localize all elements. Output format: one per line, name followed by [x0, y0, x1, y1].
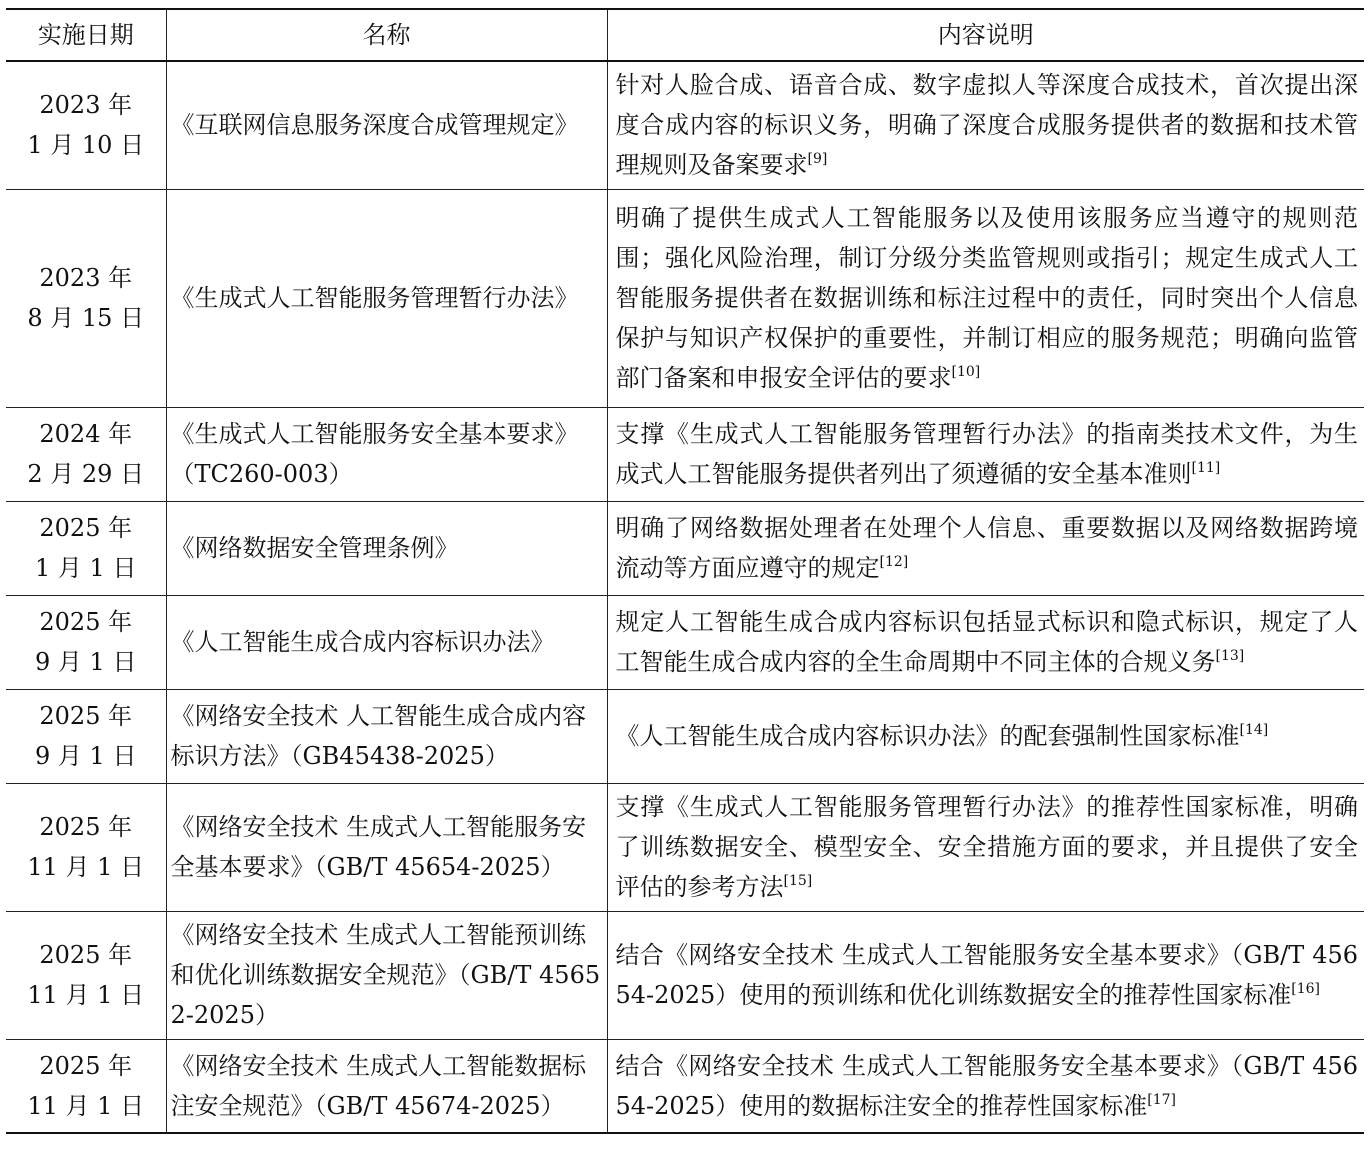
date-cell	[6, 689, 166, 783]
name-cell: 《人工智能生成合成内容标识办法》	[166, 595, 607, 689]
name-cell: 《网络数据安全管理条例》	[166, 501, 607, 595]
description-text: 明确了提供生成式人工智能服务以及使用该服务应当遵守的规则范围；强化风险治理，制订分级分类监管规则或指引；规定生成式人工智能服务提供者在数据训练和标注过程中的责任，同时突出个人信息保护与知识产权保护的重要性，并制订相应的服务规范；明确向监管部门备案和申报安全评估的要求	[615, 204, 1358, 392]
name-cell: 《互联网信息服务深度合成管理规定》	[166, 61, 607, 189]
table-row	[6, 1039, 1364, 1133]
reference-mark: [9]	[807, 151, 828, 168]
reference-mark: [11]	[1191, 460, 1221, 476]
description-cell	[607, 911, 1364, 1039]
date-year: 2025 年	[39, 1051, 133, 1080]
description-cell	[607, 783, 1364, 911]
description-text: 支撑《生成式人工智能服务管理暂行办法》的指南类技术文件，为生成式人工智能服务提供者列出了须遵循的安全基本准则	[615, 420, 1358, 488]
date-year: 2025 年	[39, 514, 133, 542]
date-cell	[6, 189, 166, 407]
reference-mark: [16]	[1291, 981, 1320, 997]
date-day: 1 月 10 日	[27, 131, 145, 160]
date-day: 8 月 15 日	[27, 304, 145, 332]
description-cell	[607, 189, 1364, 407]
date-day: 11 月 1 日	[27, 853, 145, 881]
date-cell	[6, 407, 166, 501]
name-cell: 《网络安全技术 生成式人工智能服务安全基本要求》（GB/T 45654-2025）	[166, 783, 607, 911]
description-text: 结合《网络安全技术 生成式人工智能服务安全基本要求》（GB/T 45654-2025）使用的预训练和优化训练数据安全的推荐性国家标准	[615, 941, 1358, 1009]
date-day: 11 月 1 日	[27, 981, 145, 1009]
date-year: 2024 年	[39, 420, 133, 448]
description-text: 规定人工智能生成合成内容标识包括显式标识和隐式标识，规定了人工智能生成合成内容的全生命周期中不同主体的合规义务	[615, 608, 1358, 676]
date-cell	[6, 595, 166, 689]
table-row	[6, 783, 1364, 911]
date-cell	[6, 911, 166, 1039]
date-cell	[6, 1039, 166, 1133]
description-text: 明确了网络数据处理者在处理个人信息、重要数据以及网络数据跨境流动等方面应遵守的规定	[615, 514, 1358, 582]
table-row	[6, 407, 1364, 501]
description-text: 针对人脸合成、语音合成、数字虚拟人等深度合成技术，首次提出深度合成内容的标识义务，明确了深度合成服务提供者的数据和技术管理规则及备案要求	[615, 71, 1358, 180]
table-header	[6, 9, 1364, 61]
description-cell	[607, 689, 1364, 783]
date-year: 2023 年	[39, 91, 133, 120]
reference-mark: [14]	[1239, 722, 1269, 738]
table-row	[6, 911, 1364, 1039]
regulation-table-container	[6, 8, 1364, 1134]
date-cell	[6, 501, 166, 595]
header-row	[6, 9, 1364, 61]
description-text: 《人工智能生成合成内容标识办法》的配套强制性国家标准	[615, 722, 1240, 750]
header-description: 内容说明	[607, 9, 1364, 61]
description-text: 支撑《生成式人工智能服务管理暂行办法》的推荐性国家标准，明确了训练数据安全、模型安全、安全措施方面的要求，并且提供了安全评估的参考方法	[615, 793, 1358, 901]
table-row	[6, 61, 1364, 189]
description-cell	[607, 1039, 1364, 1133]
date-year: 2025 年	[39, 941, 133, 969]
regulation-table	[6, 8, 1364, 1134]
description-cell	[607, 595, 1364, 689]
reference-mark: [10]	[951, 364, 981, 380]
date-year: 2025 年	[39, 702, 133, 730]
description-text: 结合《网络安全技术 生成式人工智能服务安全基本要求》（GB/T 45654-2025）使用的数据标注安全的推荐性国家标准	[615, 1051, 1358, 1120]
date-cell	[6, 61, 166, 189]
date-cell	[6, 783, 166, 911]
table-body	[6, 61, 1364, 1133]
date-year: 2025 年	[39, 813, 133, 841]
description-cell	[607, 407, 1364, 501]
reference-mark: [13]	[1215, 648, 1245, 664]
description-cell	[607, 61, 1364, 189]
name-cell: 《网络安全技术 生成式人工智能数据标注安全规范》（GB/T 45674-2025）	[166, 1039, 607, 1133]
header-name: 名称	[166, 9, 607, 61]
name-cell: 《网络安全技术 人工智能生成合成内容标识方法》（GB45438-2025）	[166, 689, 607, 783]
reference-mark: [12]	[879, 554, 909, 570]
date-day: 2 月 29 日	[27, 460, 145, 488]
table-row	[6, 189, 1364, 407]
reference-mark: [17]	[1147, 1091, 1176, 1108]
reference-mark: [15]	[783, 873, 813, 889]
date-year: 2025 年	[39, 608, 133, 636]
date-year: 2023 年	[39, 264, 133, 292]
name-cell: 《生成式人工智能服务管理暂行办法》	[166, 189, 607, 407]
date-day: 1 月 1 日	[35, 554, 137, 582]
table-row	[6, 501, 1364, 595]
date-day: 9 月 1 日	[35, 648, 137, 676]
description-cell	[607, 501, 1364, 595]
header-date: 实施日期	[6, 9, 166, 61]
name-cell: 《网络安全技术 生成式人工智能预训练和优化训练数据安全规范》（GB/T 45652-2025）	[166, 911, 607, 1039]
table-row	[6, 595, 1364, 689]
date-day: 11 月 1 日	[27, 1091, 145, 1120]
name-cell: 《生成式人工智能服务安全基本要求》（TC260-003）	[166, 407, 607, 501]
date-day: 9 月 1 日	[35, 742, 137, 770]
table-row	[6, 689, 1364, 783]
